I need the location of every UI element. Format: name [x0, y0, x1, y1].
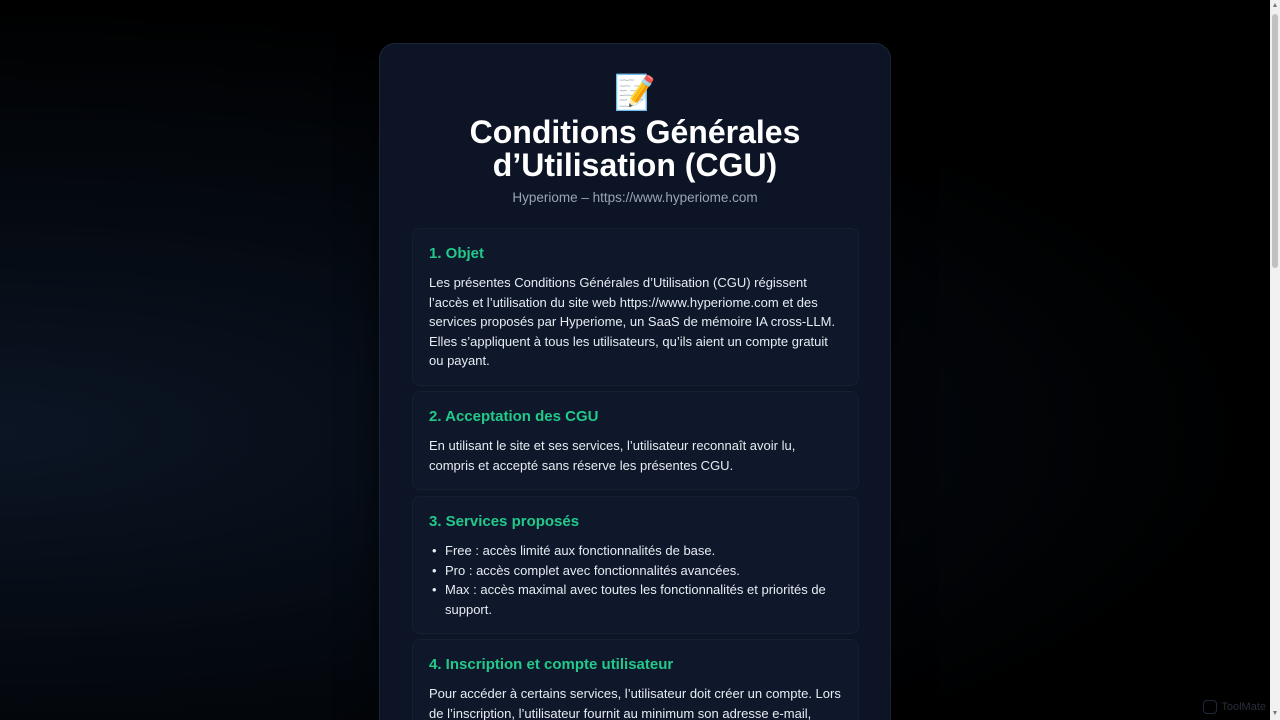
section-title: 4. Inscription et compte utilisateur — [429, 656, 674, 673]
page-title: Conditions Générales d’Utilisation (CGU) — [469, 114, 801, 183]
scrollbar-thumb[interactable] — [1272, 14, 1278, 268]
scroll-up-arrow-icon[interactable]: ▲ — [1271, 2, 1279, 9]
section-text: Pour accéder à certains services, l’utilisateur doit créer un compte. Lors de l’inscription, l’utilisateur fournit au minimum son adresse e-mail, — [429, 686, 841, 720]
watermark — [1203, 700, 1266, 714]
section-inscription — [412, 639, 859, 720]
section-services — [412, 496, 859, 634]
list-item: • Pro : accès complet avec fonctionnalités avancées. — [445, 561, 842, 581]
toolmate-logo-icon — [1203, 700, 1217, 714]
page-subtitle: Hyperiome – https://www.hyperiome.com — [512, 190, 758, 205]
list-item: • Max : accès maximal avec toutes les fonctionnalités et priorités de support. — [445, 580, 842, 619]
section-title: 1. Objet — [429, 245, 485, 262]
section-title: 2. Acceptation des CGU — [429, 408, 599, 425]
section-acceptation — [412, 391, 859, 490]
section-objet — [412, 228, 859, 386]
cgu-header — [380, 44, 890, 205]
list-item: • Free : accès limité aux fonctionnalités de base. — [445, 541, 842, 561]
scroll-down-arrow-icon[interactable]: ▼ — [1271, 710, 1279, 717]
services-list — [429, 541, 842, 619]
cgu-card — [379, 43, 891, 720]
memo-icon: 📝 — [613, 74, 657, 112]
section-text: En utilisant le site et ses services, l’utilisateur reconnaît avoir lu, compris et accepté sans réserve les présentes CGU. — [429, 438, 796, 473]
section-title: 3. Services proposés — [429, 513, 580, 530]
watermark-label: ToolMate — [1221, 701, 1266, 713]
section-text: Les présentes Conditions Générales d’Utilisation (CGU) régissent l’accès et l’utilisation du site web https://www.hyperiome.com et des services proposés par Hyperiome, un SaaS de mémoire IA cross-LLM. Elles s’appliquent à tous les utilisateurs, qu’ils aient un compte gratuit ou payant. — [429, 275, 836, 368]
page-scrollbar[interactable] — [1270, 0, 1280, 720]
